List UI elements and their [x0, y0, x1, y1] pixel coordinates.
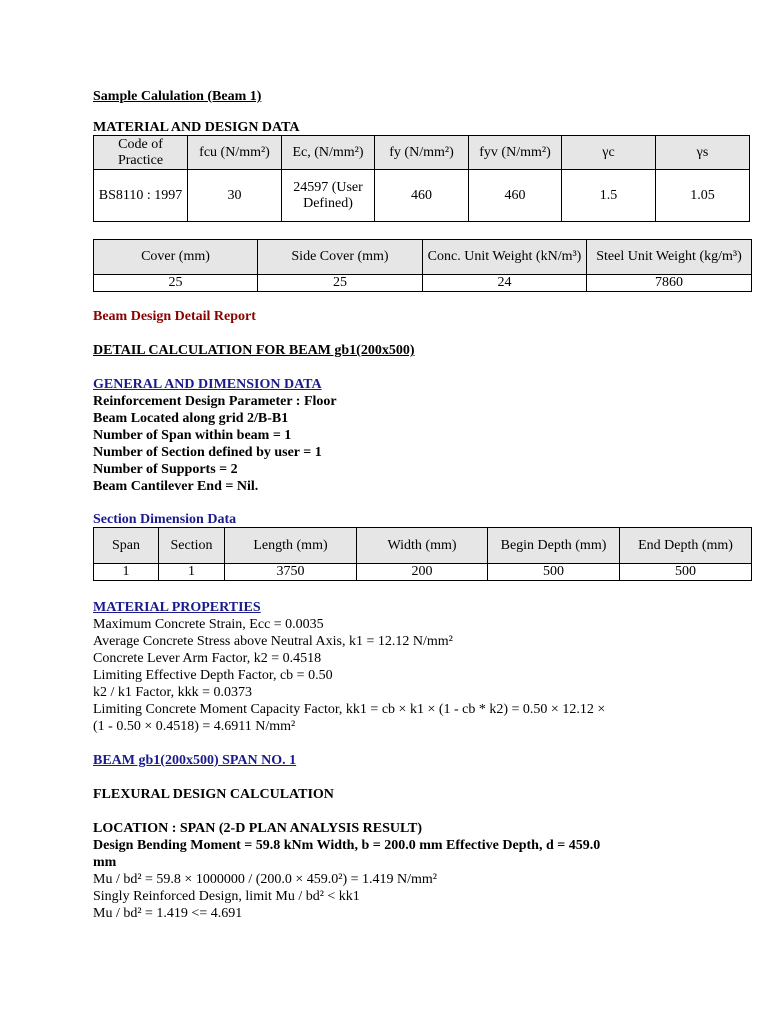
section-heading: Section Dimension Data — [93, 512, 237, 527]
cell-cover: 25 — [94, 275, 258, 292]
cell-steel-unit-weight: 7860 — [587, 275, 752, 292]
cell-ec: 24597 (User Defined) — [282, 170, 375, 222]
cell-fy: 460 — [375, 170, 469, 222]
material-property-line: Maximum Concrete Strain, Ecc = 0.0035 — [93, 617, 324, 632]
header-begin-depth: Begin Depth (mm) — [488, 528, 620, 564]
header-fcu: fcu (N/mm²) — [188, 136, 282, 170]
material-property-line: Concrete Lever Arm Factor, k2 = 0.4518 — [93, 651, 322, 666]
header-steel-unit-weight: Steel Unit Weight (kg/m³) — [587, 240, 752, 275]
header-conc-unit-weight: Conc. Unit Weight (kN/m³) — [423, 240, 587, 275]
calc-line: Singly Reinforced Design, limit Mu / bd² < kk1 — [93, 889, 360, 904]
general-line: Number of Span within beam = 1 — [93, 428, 292, 443]
table-row — [94, 275, 752, 292]
location-heading: LOCATION : SPAN (2-D PLAN ANALYSIS RESULT) — [93, 821, 423, 836]
general-heading: GENERAL AND DIMENSION DATA — [93, 377, 322, 392]
material-property-line: k2 / k1 Factor, kkk = 0.0373 — [93, 685, 252, 700]
cell-begin-depth: 500 — [488, 564, 620, 581]
general-line: Number of Section defined by user = 1 — [93, 445, 322, 460]
general-line: Beam Cantilever End = Nil. — [93, 479, 259, 494]
table-row — [94, 564, 752, 581]
material-property-line: Average Concrete Stress above Neutral Axis, k1 = 12.12 N/mm² — [93, 634, 453, 649]
flexural-heading: FLEXURAL DESIGN CALCULATION — [93, 787, 334, 802]
document-title: Sample Calulation (Beam 1) — [93, 89, 262, 104]
header-span: Span — [94, 528, 159, 564]
material-table — [93, 135, 750, 222]
table-row — [94, 170, 750, 222]
header-fyv: fyv (N/mm²) — [469, 136, 562, 170]
document-page — [93, 88, 753, 922]
header-code-of-practice: Code of Practice — [94, 136, 188, 170]
material-properties-heading: MATERIAL PROPERTIES — [93, 600, 261, 615]
report-title: Beam Design Detail Report — [93, 309, 256, 324]
design-moment-line: Design Bending Moment = 59.8 kNm Width, b = 200.0 mm Effective Depth, d = 459.0 — [93, 838, 601, 853]
material-property-line: (1 - 0.50 × 0.4518) = 4.6911 N/mm² — [93, 719, 296, 734]
header-section: Section — [159, 528, 225, 564]
material-heading: MATERIAL AND DESIGN DATA — [93, 120, 300, 135]
header-ec: Ec, (N/mm²) — [282, 136, 375, 170]
header-side-cover: Side Cover (mm) — [258, 240, 423, 275]
cell-fcu: 30 — [188, 170, 282, 222]
section-table — [93, 527, 752, 581]
detail-heading: DETAIL CALCULATION FOR BEAM gb1(200x500) — [93, 343, 415, 358]
calc-line: Mu / bd² = 1.419 <= 4.691 — [93, 906, 243, 921]
cover-table-header — [94, 240, 752, 275]
cell-conc-unit-weight: 24 — [423, 275, 587, 292]
cell-end-depth: 500 — [620, 564, 752, 581]
cell-code-of-practice: BS8110 : 1997 — [94, 170, 188, 222]
cell-gamma-s: 1.05 — [656, 170, 750, 222]
general-line: Beam Located along grid 2/B-B1 — [93, 411, 289, 426]
cell-section: 1 — [159, 564, 225, 581]
section-table-header — [94, 528, 752, 564]
header-fy: fy (N/mm²) — [375, 136, 469, 170]
cell-span: 1 — [94, 564, 159, 581]
header-gamma-s: γs — [656, 136, 750, 170]
cover-table — [93, 239, 752, 292]
cell-side-cover: 25 — [258, 275, 423, 292]
material-property-line: Limiting Concrete Moment Capacity Factor, kk1 = cb × k1 × (1 - cb * k2) = 0.50 × 12.12 × — [93, 702, 606, 717]
header-length: Length (mm) — [225, 528, 357, 564]
calc-line: Mu / bd² = 59.8 × 1000000 / (200.0 × 459.0²) = 1.419 N/mm² — [93, 872, 438, 887]
header-width: Width (mm) — [357, 528, 488, 564]
design-moment-line-continued: mm — [93, 855, 117, 870]
cell-length: 3750 — [225, 564, 357, 581]
header-end-depth: End Depth (mm) — [620, 528, 752, 564]
span-heading: BEAM gb1(200x500) SPAN NO. 1 — [93, 753, 297, 768]
cell-fyv: 460 — [469, 170, 562, 222]
material-table-header — [94, 136, 750, 170]
general-line: Number of Supports = 2 — [93, 462, 238, 477]
header-cover: Cover (mm) — [94, 240, 258, 275]
cell-width: 200 — [357, 564, 488, 581]
general-line: Reinforcement Design Parameter : Floor — [93, 394, 337, 409]
header-gamma-c: γc — [562, 136, 656, 170]
cell-gamma-c: 1.5 — [562, 170, 656, 222]
material-property-line: Limiting Effective Depth Factor, cb = 0.50 — [93, 668, 333, 683]
